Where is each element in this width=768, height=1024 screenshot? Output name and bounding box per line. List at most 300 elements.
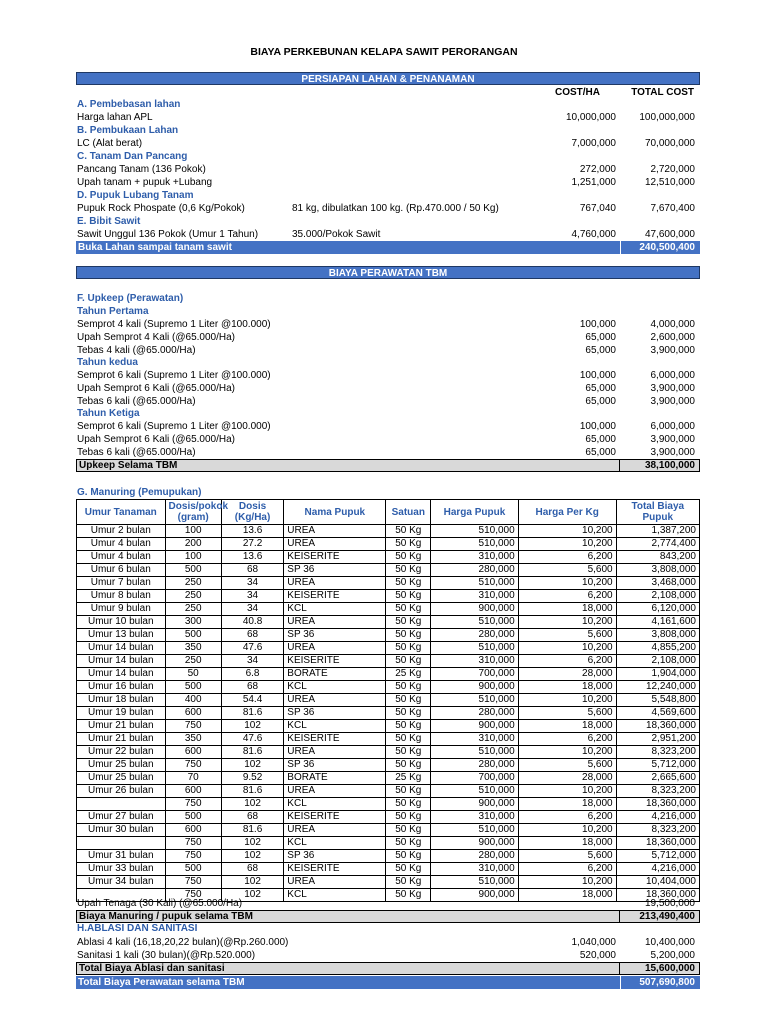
table-cell: Umur 30 bulan [77,824,166,837]
table-cell: 10,200 [518,694,616,707]
table-cell: 50 Kg [386,785,431,798]
table-cell: 50 Kg [386,525,431,538]
table-cell: KEISERITE [284,733,386,746]
table-cell: Umur 2 bulan [77,525,166,538]
table-row [77,694,700,707]
table-cell: 50 Kg [386,733,431,746]
table-cell: 18,360,000 [616,720,699,733]
table-cell: Umur 14 bulan [77,655,166,668]
table-cell: 2,108,000 [616,590,699,603]
table-cell: 102 [221,850,284,863]
table-row [77,811,700,824]
table-cell: 500 [165,863,221,876]
table-cell: Umur 9 bulan [77,603,166,616]
total-upkeep: Upkeep Selama TBM 38,100,000 [76,459,700,472]
table-cell: UREA [284,616,386,629]
total-buka-lahan: Buka Lahan sampai tanam sawit 240,500,400 [76,241,700,254]
table-cell: Umur 13 bulan [77,629,166,642]
table-row [77,824,700,837]
table-cell: 10,200 [518,577,616,590]
table-cell: 25 Kg [386,668,431,681]
table-cell: 510,000 [431,824,519,837]
header-cell: Dosis (Kg/Ha) [221,500,284,525]
table-cell: 5,600 [518,629,616,642]
table-cell: KCL [284,603,386,616]
table-cell: 8,323,200 [616,746,699,759]
table-cell: 310,000 [431,590,519,603]
table-cell: 28,000 [518,772,616,785]
table-cell: Umur 6 bulan [77,564,166,577]
sub-heading-y3: Tahun Ketiga [77,408,140,419]
table-cell [77,798,166,811]
table-cell: UREA [284,642,386,655]
table-row [77,863,700,876]
table-cell: 50 Kg [386,811,431,824]
table-cell: 750 [165,876,221,889]
table-cell: 300 [165,616,221,629]
table-cell: 280,000 [431,707,519,720]
table-cell: 10,200 [518,785,616,798]
header-cell: Harga Pupuk [431,500,519,525]
table-cell: 50 Kg [386,681,431,694]
table-cell: 350 [165,733,221,746]
table-cell: 2,665,600 [616,772,699,785]
table-cell: 510,000 [431,525,519,538]
header-cell: Nama Pupuk [284,500,386,525]
table-row [77,720,700,733]
table-row [77,551,700,564]
table-cell: 47.6 [221,642,284,655]
table-cell: 900,000 [431,798,519,811]
table-cell: Umur 25 bulan [77,759,166,772]
line-item: Ablasi 4 kali (16,18,20,22 bulan)(@Rp.260.000) 1,040,000 10,400,000 [77,937,695,948]
table-cell: 750 [165,850,221,863]
table-cell: UREA [284,538,386,551]
table-cell: 3,468,000 [616,577,699,590]
table-cell: 600 [165,746,221,759]
table-row [77,525,700,538]
table-row [77,746,700,759]
table-row [77,603,700,616]
table-cell: KEISERITE [284,863,386,876]
line-item: Pancang Tanam (136 Pokok) 272,000 2,720,000 [77,164,695,175]
table-cell: Umur 4 bulan [77,551,166,564]
table-cell: 27.2 [221,538,284,551]
table-cell: 100 [165,525,221,538]
total-ablasi: Total Biaya Ablasi dan sanitasi 15,600,000 [76,962,700,975]
header-cell: Satuan [386,500,431,525]
table-cell: 50 Kg [386,720,431,733]
line-item: Tebas 6 kali (@65.000/Ha) 65,000 3,900,000 [77,447,695,458]
table-cell: 50 Kg [386,746,431,759]
table-cell: 5,712,000 [616,759,699,772]
table-cell: Umur 22 bulan [77,746,166,759]
table-cell: 310,000 [431,863,519,876]
table-cell: Umur 21 bulan [77,720,166,733]
heading-h: H.ABLASI DAN SANITASI [77,923,198,934]
table-cell: SP 36 [284,564,386,577]
table-cell: 8,323,200 [616,785,699,798]
table-cell: 2,774,400 [616,538,699,551]
table-cell: 81.6 [221,785,284,798]
grand-total: Total Biaya Perawatan selama TBM 507,690,800 [76,976,700,989]
table-cell: 34 [221,577,284,590]
heading-g: G. Manuring (Pemupukan) [77,487,202,498]
table-cell: UREA [284,746,386,759]
line-item: Tebas 6 kali (@65.000/Ha) 65,000 3,900,000 [77,396,695,407]
table-cell: 5,600 [518,564,616,577]
table-cell: 400 [165,694,221,707]
header-cell: Umur Tanaman [77,500,166,525]
table-cell: 10,200 [518,746,616,759]
table-cell: 81.6 [221,824,284,837]
table-cell: 5,548,800 [616,694,699,707]
table-cell: 18,000 [518,889,616,902]
table-cell: 750 [165,720,221,733]
table-cell: 50 Kg [386,616,431,629]
table-cell: UREA [284,824,386,837]
table-row [77,785,700,798]
table-cell: 250 [165,603,221,616]
table-cell: 13.6 [221,551,284,564]
col-total-cost: TOTAL COST [631,87,694,98]
table-cell: 70 [165,772,221,785]
table-cell: 34 [221,590,284,603]
line-item: Semprot 6 kali (Supremo 1 Liter @100.000) 100,000 6,000,000 [77,370,695,381]
table-cell: 40.8 [221,616,284,629]
table-cell: Umur 7 bulan [77,577,166,590]
table-cell: 250 [165,577,221,590]
table-cell: 50 Kg [386,577,431,590]
table-cell: 18,360,000 [616,798,699,811]
table-cell: KEISERITE [284,811,386,824]
table-cell: 102 [221,798,284,811]
table-cell: 10,200 [518,525,616,538]
table-cell: 200 [165,538,221,551]
table-cell: 50 Kg [386,603,431,616]
table-cell: 50 Kg [386,889,431,902]
table-cell: Umur 14 bulan [77,668,166,681]
table-cell: 10,200 [518,824,616,837]
table-cell: 6,200 [518,655,616,668]
table-cell: 4,855,200 [616,642,699,655]
table-cell: 47.6 [221,733,284,746]
table-row [77,876,700,889]
table-cell: 50 Kg [386,655,431,668]
table-cell: 12,240,000 [616,681,699,694]
table-cell: 510,000 [431,538,519,551]
table-cell: 18,000 [518,720,616,733]
table-cell: UREA [284,577,386,590]
table-cell: 34 [221,655,284,668]
table-cell: 50 Kg [386,538,431,551]
table-cell: 500 [165,811,221,824]
heading-d: D. Pupuk Lubang Tanam [77,190,194,201]
table-cell: 50 Kg [386,876,431,889]
table-cell: 102 [221,837,284,850]
table-row [77,642,700,655]
table-cell: 50 Kg [386,694,431,707]
table-cell: 50 Kg [386,551,431,564]
table-cell: 750 [165,798,221,811]
table-cell: 25 Kg [386,772,431,785]
table-cell: 102 [221,759,284,772]
table-cell: 500 [165,681,221,694]
line-item: Upah Semprot 6 Kali (@65.000/Ha) 65,000 3,900,000 [77,434,695,445]
section-band-persiapan: PERSIAPAN LAHAN & PENANAMAN [76,72,700,85]
table-cell: Umur 34 bulan [77,876,166,889]
line-item: Upah Semprot 4 Kali (@65.000/Ha) 65,000 2,600,000 [77,332,695,343]
table-cell: UREA [284,785,386,798]
table-cell: 50 Kg [386,564,431,577]
line-item: Semprot 6 kali (Supremo 1 Liter @100.000) 100,000 6,000,000 [77,421,695,432]
table-cell: 510,000 [431,694,519,707]
table-cell: 4,216,000 [616,811,699,824]
table-cell: 1,904,000 [616,668,699,681]
table-cell: 6,200 [518,590,616,603]
table-cell: 54.4 [221,694,284,707]
table-row [77,655,700,668]
table-cell: 900,000 [431,889,519,902]
table-cell: 510,000 [431,616,519,629]
table-row [77,707,700,720]
table-row [77,733,700,746]
header-cell: Harga Per Kg [518,500,616,525]
table-cell: 6,200 [518,551,616,564]
table-cell: 50 Kg [386,824,431,837]
table-cell: 5,600 [518,759,616,772]
table-cell: KEISERITE [284,590,386,603]
table-cell: 18,360,000 [616,837,699,850]
table-cell: 700,000 [431,668,519,681]
table-cell: 50 Kg [386,837,431,850]
line-item: LC (Alat berat) 7,000,000 70,000,000 [77,138,695,149]
table-cell: 68 [221,681,284,694]
table-row [77,837,700,850]
table-cell: 310,000 [431,811,519,824]
table-cell: 3,808,000 [616,629,699,642]
table-cell: SP 36 [284,707,386,720]
table-cell: 4,161,600 [616,616,699,629]
table-cell: 6,120,000 [616,603,699,616]
table-cell: KCL [284,889,386,902]
table-row [77,538,700,551]
table-row [77,668,700,681]
table-cell: 10,200 [518,876,616,889]
table-cell: Umur 26 bulan [77,785,166,798]
table-cell: 50 Kg [386,850,431,863]
page-title: BIAYA PERKEBUNAN KELAPA SAWIT PERORANGAN [250,46,518,58]
table-cell: 900,000 [431,837,519,850]
table-cell: 18,360,000 [616,889,699,902]
table-cell: 310,000 [431,551,519,564]
table-cell: 81.6 [221,746,284,759]
table-cell: 5,600 [518,707,616,720]
heading-c: C. Tanam Dan Pancang [77,151,188,162]
table-cell: 900,000 [431,720,519,733]
table-row [77,681,700,694]
table-cell: 280,000 [431,850,519,863]
heading-f: F. Upkeep (Perawatan) [77,293,184,304]
table-cell: KCL [284,798,386,811]
table-cell: 280,000 [431,759,519,772]
table-cell: KCL [284,681,386,694]
line-item: Tebas 4 kali (@65.000/Ha) 65,000 3,900,000 [77,345,695,356]
table-cell: 68 [221,564,284,577]
line-item: Sanitasi 1 kali (30 bulan)(@Rp.520.000) 520,000 5,200,000 [77,950,695,961]
table-cell: 600 [165,824,221,837]
table-cell: 100 [165,551,221,564]
table-row [77,759,700,772]
table-cell: UREA [284,876,386,889]
line-item: Upah Semprot 6 Kali (@65.000/Ha) 65,000 3,900,000 [77,383,695,394]
table-cell: 50 Kg [386,798,431,811]
heading-a: A. Pembebasan lahan [77,99,181,110]
line-item: Semprot 4 kali (Supremo 1 Liter @100.000) 100,000 4,000,000 [77,319,695,330]
table-cell: 350 [165,642,221,655]
table-cell: 102 [221,889,284,902]
table-cell: SP 36 [284,850,386,863]
table-cell: 68 [221,629,284,642]
table-row [77,798,700,811]
table-cell: Umur 8 bulan [77,590,166,603]
table-cell: 280,000 [431,629,519,642]
line-item: Pupuk Rock Phospate (0,6 Kg/Pokok) 81 kg, dibulatkan 100 kg. (Rp.470.000 / 50 Kg) 767,040 7,670,400 [77,203,695,214]
table-cell: Umur 31 bulan [77,850,166,863]
table-cell: 843,200 [616,551,699,564]
table-cell: 10,200 [518,538,616,551]
table-cell: 50 [165,668,221,681]
total-manuring: Biaya Manuring / pupuk selama TBM 213,490,400 [76,910,700,923]
table-cell: 50 Kg [386,759,431,772]
table-cell: 4,569,600 [616,707,699,720]
table-cell: 50 Kg [386,629,431,642]
table-cell: 6,200 [518,811,616,824]
table-cell: 5,600 [518,850,616,863]
table-cell: 68 [221,863,284,876]
table-cell: 310,000 [431,733,519,746]
line-item: Upah tanam + pupuk +Lubang 1,251,000 12,510,000 [77,177,695,188]
table-cell: 50 Kg [386,707,431,720]
table-cell: 250 [165,590,221,603]
table-cell: 9.52 [221,772,284,785]
table-row [77,577,700,590]
header-cell: Dosis/pokok (gram) [165,500,221,525]
table-cell: 34 [221,603,284,616]
table-cell: 4,216,000 [616,863,699,876]
table-cell: 2,108,000 [616,655,699,668]
table-cell: 13.6 [221,525,284,538]
table-cell: 250 [165,655,221,668]
sub-heading-y1: Tahun Pertama [77,306,149,317]
table-cell: 28,000 [518,668,616,681]
table-cell: 750 [165,889,221,902]
table-cell: 5,712,000 [616,850,699,863]
table-cell: 68 [221,811,284,824]
table-row [77,629,700,642]
manuring-header-row [77,500,700,525]
table-cell: 510,000 [431,577,519,590]
table-cell: Umur 25 bulan [77,772,166,785]
section-band-perawatan: BIAYA PERAWATAN TBM [76,266,700,279]
header-cell: Total Biaya Pupuk [616,500,699,525]
line-item: Harga lahan APL 10,000,000 100,000,000 [77,112,695,123]
table-cell: Umur 16 bulan [77,681,166,694]
table-cell: Umur 10 bulan [77,616,166,629]
manuring-table [76,499,700,902]
heading-e: E. Bibit Sawit [77,216,141,227]
table-row [77,564,700,577]
table-cell: SP 36 [284,759,386,772]
table-cell: 6,200 [518,733,616,746]
table-cell: Umur 14 bulan [77,642,166,655]
table-cell: 10,200 [518,616,616,629]
table-cell: 50 Kg [386,590,431,603]
table-cell: Umur 27 bulan [77,811,166,824]
table-cell: 6,200 [518,863,616,876]
table-row [77,616,700,629]
table-cell: 510,000 [431,642,519,655]
labor-row: Upah Tenaga (30 Kali) (@65.000/Ha) 19,500,000 [77,898,695,909]
table-cell: KEISERITE [284,551,386,564]
table-cell: 8,323,200 [616,824,699,837]
table-cell: 102 [221,876,284,889]
table-cell: 900,000 [431,603,519,616]
table-cell: 500 [165,629,221,642]
table-cell: 10,404,000 [616,876,699,889]
table-cell: 600 [165,707,221,720]
table-cell: 700,000 [431,772,519,785]
table-cell: KEISERITE [284,655,386,668]
table-cell: Umur 4 bulan [77,538,166,551]
table-cell: 510,000 [431,746,519,759]
table-cell: 750 [165,837,221,850]
table-cell: 500 [165,564,221,577]
table-cell [77,837,166,850]
table-cell: Umur 33 bulan [77,863,166,876]
table-cell: 18,000 [518,837,616,850]
table-cell: 310,000 [431,655,519,668]
table-cell: 510,000 [431,876,519,889]
table-cell: Umur 21 bulan [77,733,166,746]
table-cell: 10,200 [518,642,616,655]
table-cell: 18,000 [518,603,616,616]
table-cell: Umur 19 bulan [77,707,166,720]
table-cell: 3,808,000 [616,564,699,577]
col-cost-ha: COST/HA [555,87,600,98]
table-cell: 510,000 [431,785,519,798]
table-cell: 50 Kg [386,863,431,876]
table-cell: Umur 18 bulan [77,694,166,707]
table-cell: SP 36 [284,629,386,642]
heading-b: B. Pembukaan Lahan [77,125,179,136]
table-cell: 2,951,200 [616,733,699,746]
table-cell: 900,000 [431,681,519,694]
table-cell: 600 [165,785,221,798]
table-cell: BORATE [284,668,386,681]
table-row [77,590,700,603]
table-cell: BORATE [284,772,386,785]
table-cell: KCL [284,837,386,850]
table-cell: 6.8 [221,668,284,681]
table-cell: 1,387,200 [616,525,699,538]
table-cell: 750 [165,759,221,772]
table-cell: 18,000 [518,681,616,694]
table-row [77,850,700,863]
table-cell: 18,000 [518,798,616,811]
table-cell: UREA [284,525,386,538]
table-cell: KCL [284,720,386,733]
